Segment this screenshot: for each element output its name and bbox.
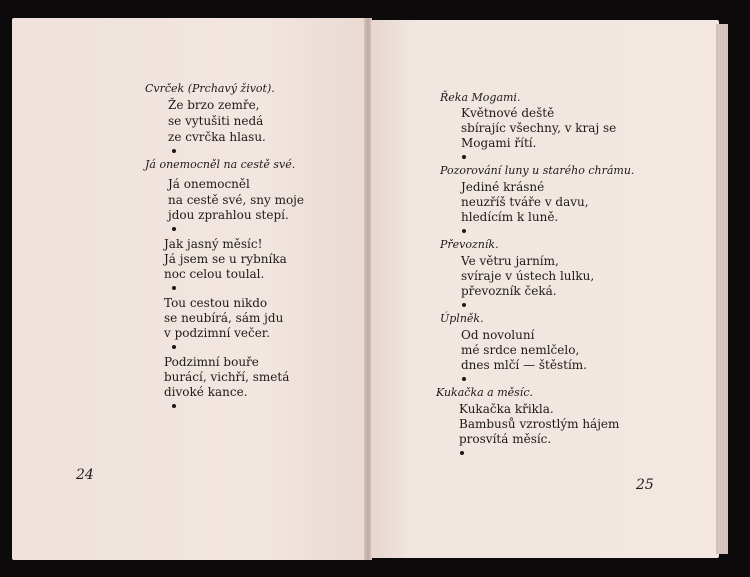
- poem-line: Ve větru jarním,: [461, 254, 559, 268]
- poem-line: Že brzo zemře,: [168, 98, 260, 112]
- poem-line: Květnové deště: [461, 106, 555, 120]
- poem-line: se neubírá, sám jdu: [164, 311, 284, 325]
- poem-line: noc celou toulal.: [164, 267, 265, 281]
- poem-title: Kukačka a měsíc.: [436, 386, 533, 399]
- poem-line: burácí, vichří, smetá: [164, 370, 290, 384]
- poem-line: Tou cestou nikdo: [164, 296, 268, 310]
- poem-title: Pozorování luny u starého chrámu.: [440, 164, 635, 177]
- poem-line: neuzříš tváře v davu,: [461, 195, 589, 209]
- poem-line: v podzimní večer.: [164, 326, 271, 340]
- poem-line: Kukačka křikla.: [459, 402, 554, 416]
- separator-dot: [462, 229, 466, 233]
- separator-dot: [462, 303, 466, 307]
- poem-line: dnes mlčí — štěstím.: [461, 358, 587, 372]
- poem-line: sbírajíc všechny, v kraj se: [461, 121, 617, 135]
- poem-line: převozník čeká.: [461, 284, 557, 298]
- poem-line: Podzimní bouře: [164, 355, 259, 369]
- poem-line: se vytušiti nedá: [168, 114, 264, 128]
- poem-line: divoké kance.: [164, 385, 248, 399]
- separator-dot: [172, 404, 176, 408]
- poem-title: Cvrček (Prchavý život).: [145, 82, 275, 95]
- poem-line: Já onemocněl: [168, 177, 250, 191]
- page-number: 24: [76, 467, 94, 483]
- page-edges: [716, 24, 728, 554]
- poem-line: svíraje v ústech lulku,: [461, 269, 595, 283]
- poem-line: ze cvrčka hlasu.: [168, 130, 266, 144]
- separator-dot: [172, 149, 176, 153]
- poem-line: Bambusů vzrostlým hájem: [459, 417, 620, 431]
- separator-dot: [462, 377, 466, 381]
- poem-title: Převozník.: [440, 238, 499, 251]
- poem-line: jdou zprahlou stepí.: [168, 208, 289, 222]
- separator-dot: [172, 345, 176, 349]
- poem-line: Mogami řítí.: [461, 136, 537, 150]
- poem-line: Jak jasný měsíc!: [164, 237, 263, 251]
- poem-title: Já onemocněl na cestě své.: [145, 158, 296, 171]
- poem-line: prosvítá měsíc.: [459, 432, 552, 446]
- poem-title: Úplněk.: [440, 312, 484, 325]
- separator-dot: [462, 155, 466, 159]
- poem-line: Od novoluní: [461, 328, 535, 342]
- separator-dot: [172, 227, 176, 231]
- page-number: 25: [636, 477, 654, 493]
- poem-line: Jediné krásné: [461, 180, 545, 194]
- poem-title: Řeka Mogami.: [440, 91, 521, 104]
- poem-line: mé srdce nemlčelo,: [461, 343, 580, 357]
- poem-line: na cestě své, sny moje: [168, 193, 304, 207]
- poem-line: hledícím k luně.: [461, 210, 559, 224]
- poem-line: Já jsem se u rybníka: [164, 252, 287, 266]
- separator-dot: [460, 451, 464, 455]
- separator-dot: [172, 286, 176, 290]
